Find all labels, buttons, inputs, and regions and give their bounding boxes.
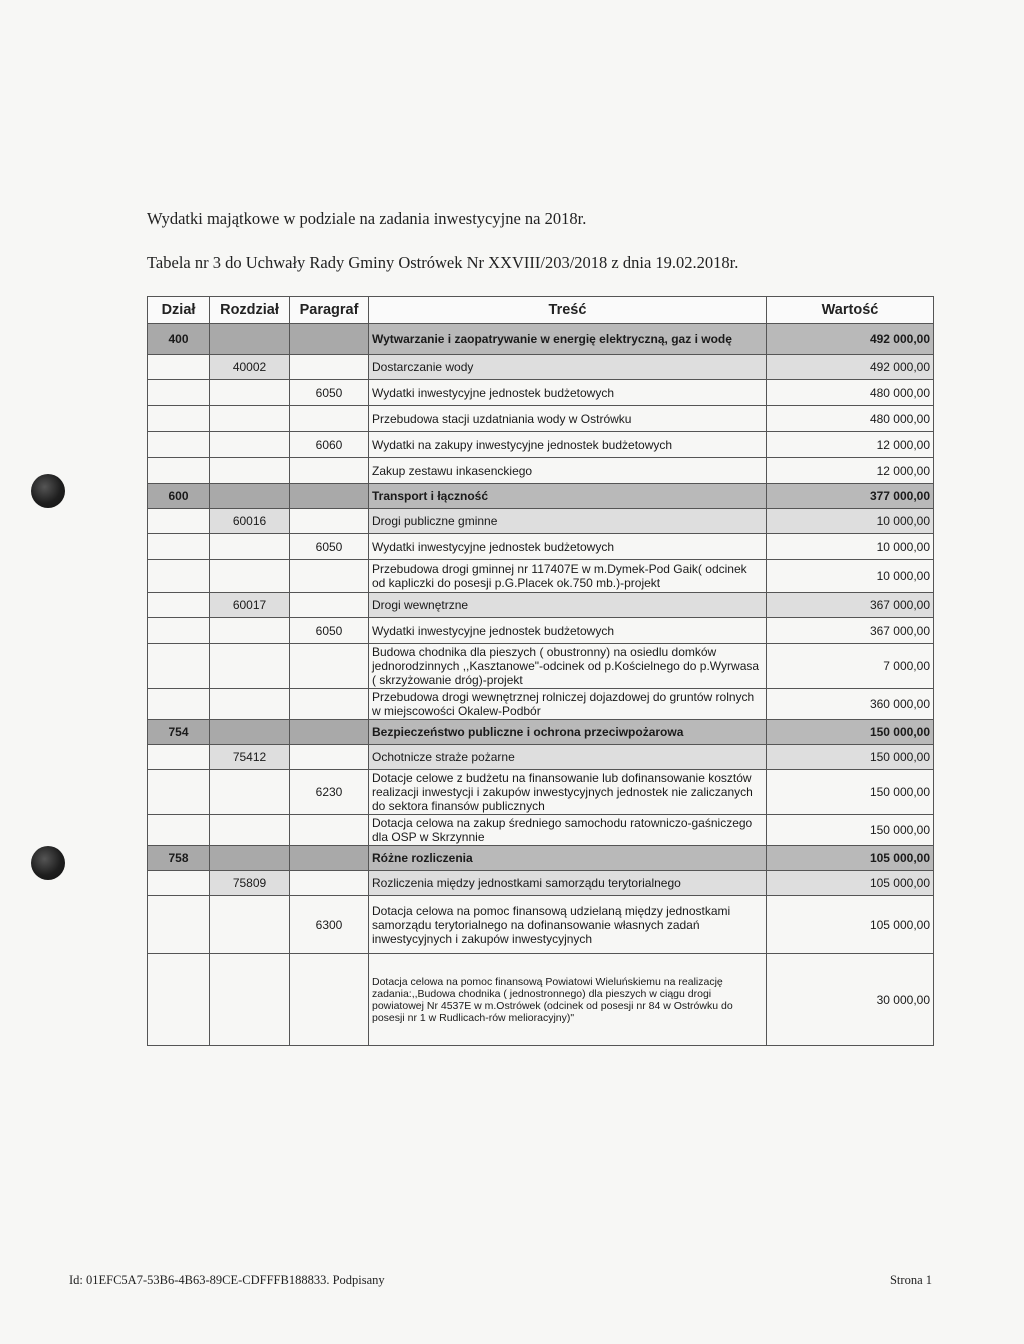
column-header-paragraf: Paragraf [290,297,369,324]
cell-tresc: Wydatki na zakupy inwestycyjne jednostek budżetowych [369,432,767,458]
table-row [148,954,934,1046]
cell-tresc: Dotacja celowa na pomoc finansową Powiatowi Wieluńskiemu na realizację zadania:,,Budowa chodnika ( jednostronnego) dla pieszych w ciągu drogi powiatowej Nr 4537E w m.Ostrówek (odcinek od posesji nr 84 w Ostrówku do posesji nr 1 w Rudlicach-rów melioracyjny)" [369,954,767,1046]
expenditure-table [147,296,933,1046]
cell-dzial [148,509,210,534]
cell-wartosc: 105 000,00 [767,871,934,896]
cell-tresc: Wydatki inwestycyjne jednostek budżetowych [369,618,767,644]
table-row [148,846,934,871]
cell-dzial: 754 [148,720,210,745]
cell-wartosc: 12 000,00 [767,458,934,484]
table-row [148,355,934,380]
punch-hole-icon [31,846,65,880]
document-title: Wydatki majątkowe w podziale na zadania inwestycyjne na 2018r. [147,209,587,228]
table-row [148,618,934,644]
column-header-dzial: Dział [148,297,210,324]
cell-paragraf [290,509,369,534]
cell-dzial [148,770,210,815]
cell-tresc: Różne rozliczenia [369,846,767,871]
cell-dzial [148,593,210,618]
cell-rozdzial [210,406,290,432]
page-number: Strona 1 [889,1273,932,1287]
cell-paragraf [290,406,369,432]
cell-wartosc: 10 000,00 [767,509,934,534]
cell-wartosc: 367 000,00 [767,593,934,618]
cell-tresc: Przebudowa drogi wewnętrznej rolniczej dojazdowej do gruntów rolnych w miejscowości Okalew-Podbór [369,689,767,720]
cell-tresc: Drogi wewnętrzne [369,593,767,618]
cell-wartosc: 480 000,00 [767,380,934,406]
cell-dzial [148,954,210,1046]
table-row [148,458,934,484]
cell-tresc: Wytwarzanie i zaopatrywanie w energię elektryczną, gaz i wodę [369,324,767,355]
table-row [148,324,934,355]
cell-dzial [148,534,210,560]
cell-wartosc: 105 000,00 [767,846,934,871]
column-header-wartosc: Wartość [767,297,934,324]
cell-wartosc: 492 000,00 [767,324,934,355]
cell-paragraf [290,560,369,593]
cell-dzial [148,618,210,644]
cell-paragraf [290,355,369,380]
cell-rozdzial: 60016 [210,509,290,534]
cell-rozdzial [210,644,290,689]
cell-dzial [148,815,210,846]
cell-tresc: Przebudowa drogi gminnej nr 117407E w m.Dymek-Pod Gaik( odcinek od kapliczki do posesji p.G.Placek ok.750 mb.)-projekt [369,560,767,593]
cell-dzial [148,560,210,593]
cell-tresc: Zakup zestawu inkasenckiego [369,458,767,484]
table-row [148,815,934,846]
table-row [148,745,934,770]
column-header-rozdzial: Rozdział [210,297,290,324]
cell-paragraf [290,954,369,1046]
table-row [148,593,934,618]
cell-rozdzial [210,896,290,954]
cell-tresc: Dotacja celowa na pomoc finansową udzielaną między jednostkami samorządu terytorialnego na dofinansowanie własnych zadań inwestycyjnych i zakupów inwestycyjnych [369,896,767,954]
cell-dzial [148,380,210,406]
cell-dzial: 758 [148,846,210,871]
cell-paragraf [290,484,369,509]
cell-paragraf: 6060 [290,432,369,458]
cell-wartosc: 367 000,00 [767,618,934,644]
cell-rozdzial [210,954,290,1046]
cell-wartosc: 377 000,00 [767,484,934,509]
cell-rozdzial: 75412 [210,745,290,770]
table-row [148,689,934,720]
cell-paragraf: 6230 [290,770,369,815]
table-body [148,324,934,1046]
column-header-tresc: Treść [369,297,767,324]
cell-paragraf [290,720,369,745]
cell-wartosc: 150 000,00 [767,720,934,745]
document-id: Id: 01EFC5A7-53B6-4B63-89CE-CDFFFB188833. Podpisany [69,1273,385,1287]
table-row [148,896,934,954]
cell-wartosc: 10 000,00 [767,534,934,560]
table-row [148,560,934,593]
cell-paragraf [290,689,369,720]
cell-rozdzial [210,534,290,560]
cell-rozdzial [210,432,290,458]
cell-rozdzial: 75809 [210,871,290,896]
cell-dzial [148,406,210,432]
table-row [148,380,934,406]
cell-tresc: Przebudowa stacji uzdatniania wody w Ostrówku [369,406,767,432]
cell-paragraf [290,815,369,846]
cell-rozdzial [210,815,290,846]
cell-paragraf [290,846,369,871]
cell-tresc: Ochotnicze straże pożarne [369,745,767,770]
cell-rozdzial [210,324,290,355]
cell-dzial [148,896,210,954]
cell-rozdzial [210,560,290,593]
cell-tresc: Dotacje celowe z budżetu na finansowanie lub dofinansowanie kosztów realizacji inwestycji i zakupów inwestycyjnych jednostek nie zaliczanych do sektora finansów publicznych [369,770,767,815]
table-row [148,770,934,815]
cell-wartosc: 150 000,00 [767,815,934,846]
cell-dzial [148,644,210,689]
cell-wartosc: 7 000,00 [767,644,934,689]
cell-rozdzial [210,720,290,745]
cell-dzial [148,458,210,484]
cell-dzial [148,745,210,770]
cell-wartosc: 30 000,00 [767,954,934,1046]
table-header-row [148,297,934,324]
cell-tresc: Dotacja celowa na zakup średniego samochodu ratowniczo-gaśniczego dla OSP w Skrzynnie [369,815,767,846]
cell-tresc: Bezpieczeństwo publiczne i ochrona przeciwpożarowa [369,720,767,745]
cell-paragraf [290,324,369,355]
cell-dzial: 600 [148,484,210,509]
cell-wartosc: 480 000,00 [767,406,934,432]
cell-wartosc: 150 000,00 [767,770,934,815]
cell-tresc: Drogi publiczne gminne [369,509,767,534]
cell-dzial [148,871,210,896]
cell-rozdzial [210,770,290,815]
table-row [148,432,934,458]
cell-wartosc: 360 000,00 [767,689,934,720]
cell-wartosc: 105 000,00 [767,896,934,954]
table-row [148,484,934,509]
cell-wartosc: 10 000,00 [767,560,934,593]
cell-paragraf [290,593,369,618]
cell-wartosc: 12 000,00 [767,432,934,458]
cell-tresc: Budowa chodnika dla pieszych ( obustronny) na osiedlu domków jednorodzinnych ,,Kasztanowe"-odcinek od p.Kościelnego do p.Wyrwasa ( skrzyżowanie dróg)-projekt [369,644,767,689]
cell-dzial [148,432,210,458]
cell-paragraf: 6300 [290,896,369,954]
cell-tresc: Dostarczanie wody [369,355,767,380]
cell-paragraf [290,458,369,484]
document-subtitle: Tabela nr 3 do Uchwały Rady Gminy Ostrówek Nr XXVIII/203/2018 z dnia 19.02.2018r. [147,253,739,272]
punch-hole-icon [31,474,65,508]
cell-paragraf: 6050 [290,534,369,560]
cell-wartosc: 492 000,00 [767,355,934,380]
table-row [148,509,934,534]
table-row [148,644,934,689]
cell-paragraf [290,871,369,896]
cell-rozdzial [210,618,290,644]
cell-dzial [148,355,210,380]
cell-paragraf: 6050 [290,618,369,644]
cell-dzial [148,689,210,720]
cell-rozdzial [210,846,290,871]
cell-dzial: 400 [148,324,210,355]
table-row [148,406,934,432]
cell-tresc: Rozliczenia między jednostkami samorządu terytorialnego [369,871,767,896]
cell-tresc: Transport i łączność [369,484,767,509]
cell-rozdzial [210,689,290,720]
cell-paragraf [290,745,369,770]
cell-rozdzial [210,380,290,406]
table-row [148,871,934,896]
cell-rozdzial: 40002 [210,355,290,380]
cell-wartosc: 150 000,00 [767,745,934,770]
cell-tresc: Wydatki inwestycyjne jednostek budżetowych [369,380,767,406]
table-row [148,534,934,560]
cell-rozdzial [210,458,290,484]
cell-rozdzial [210,484,290,509]
cell-paragraf [290,644,369,689]
cell-tresc: Wydatki inwestycyjne jednostek budżetowych [369,534,767,560]
table-row [148,720,934,745]
cell-paragraf: 6050 [290,380,369,406]
cell-rozdzial: 60017 [210,593,290,618]
